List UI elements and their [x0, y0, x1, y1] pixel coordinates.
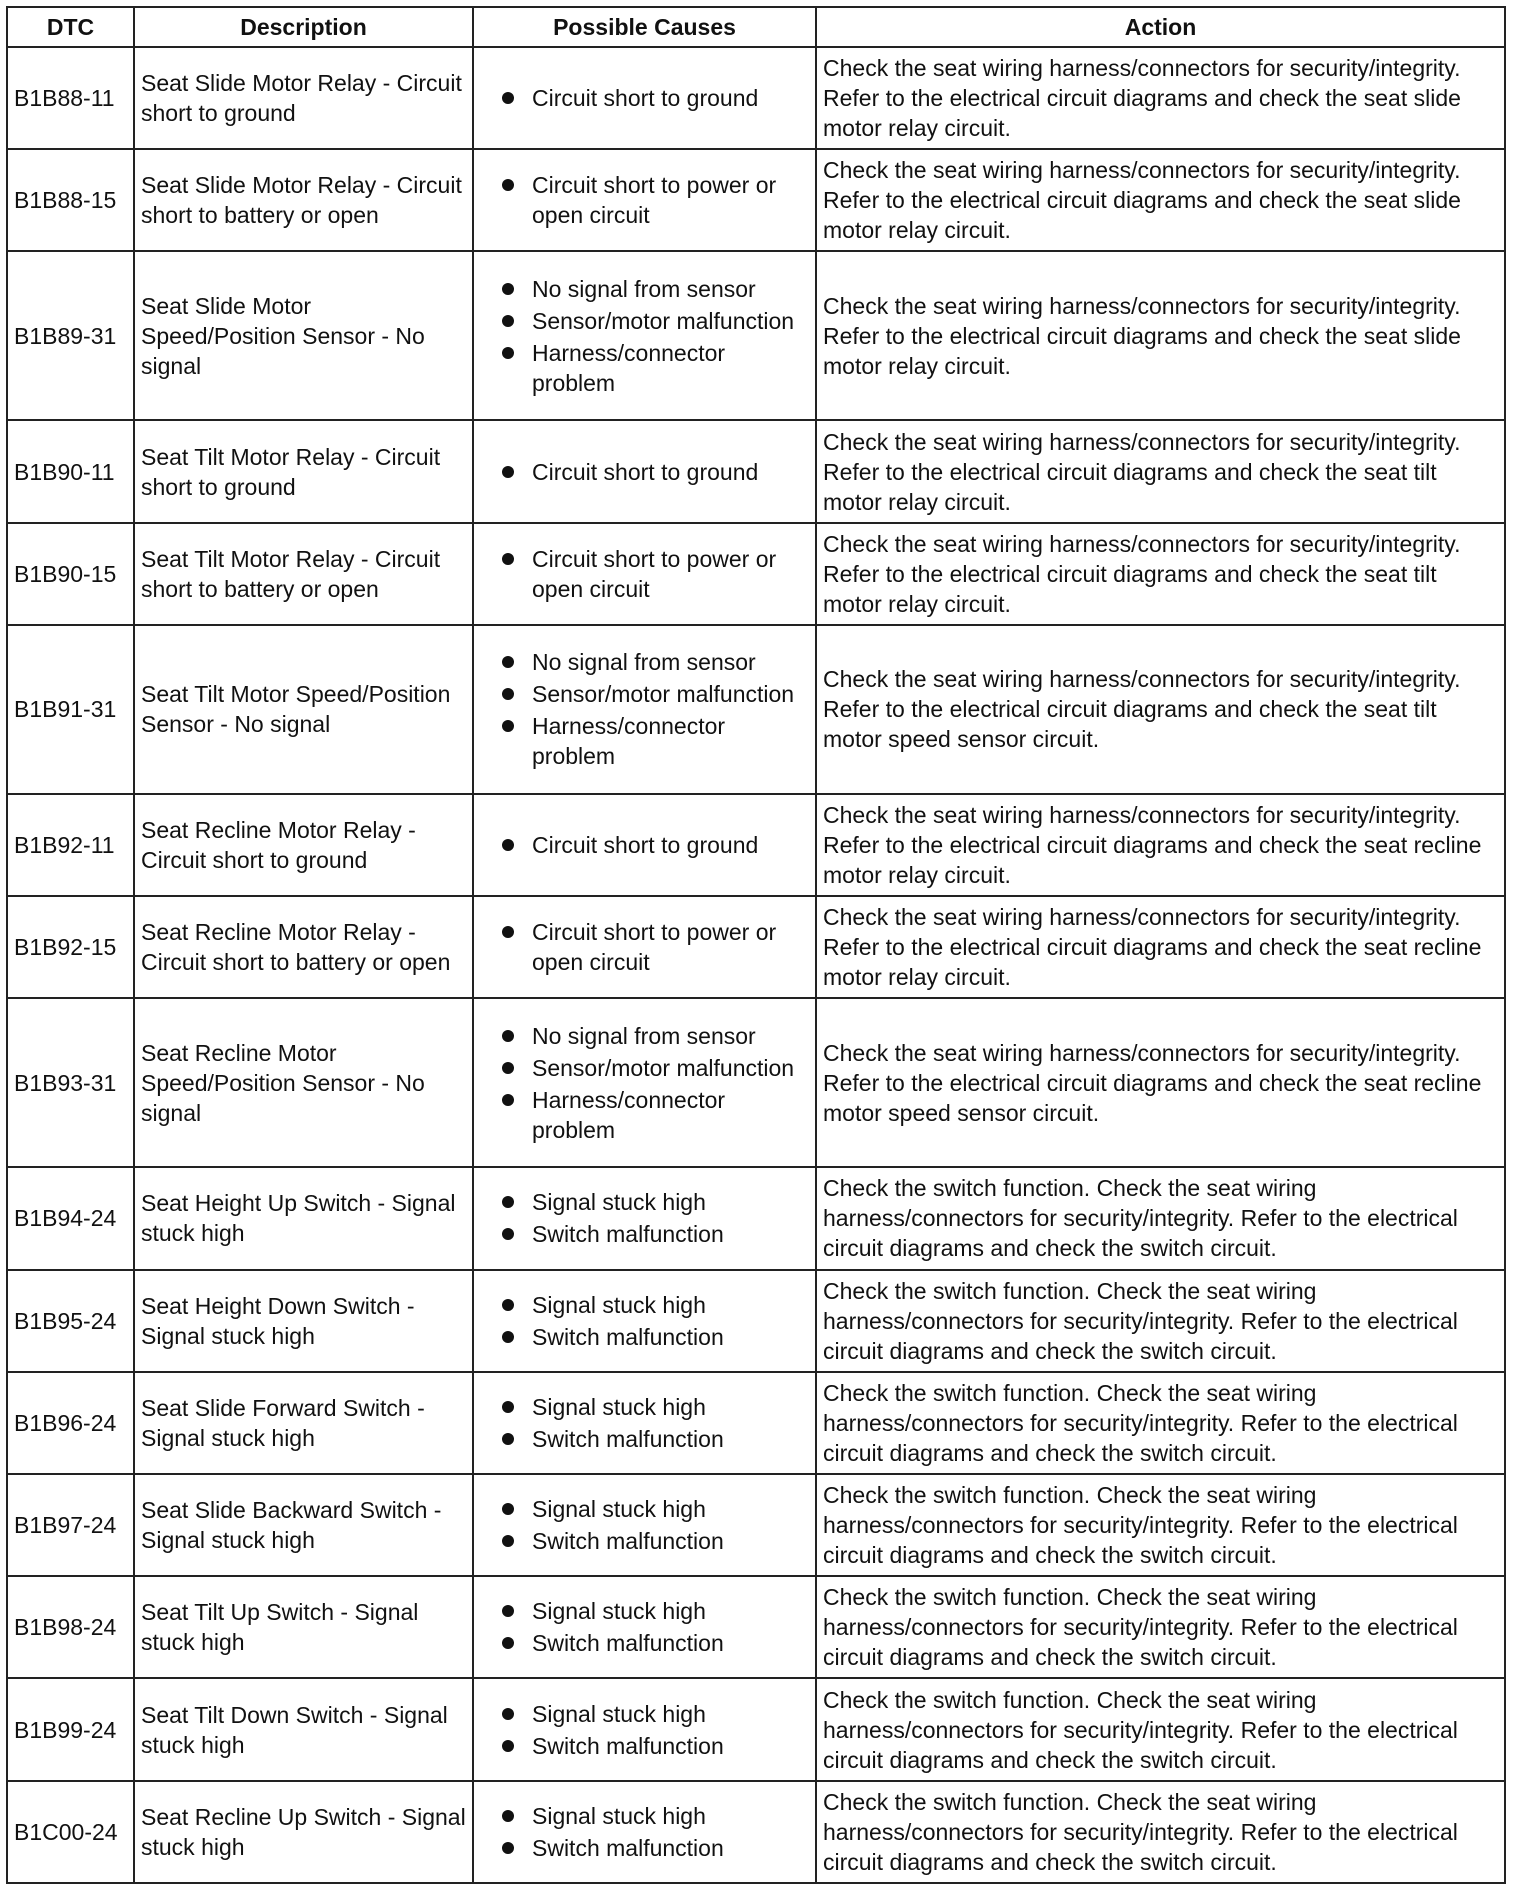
dtc-code: B1B91-31 — [7, 625, 134, 794]
possible-cause-item: Signal stuck high — [502, 1801, 811, 1831]
header-possible-causes: Possible Causes — [473, 7, 816, 47]
possible-cause-item: Signal stuck high — [502, 1494, 811, 1524]
dtc-table — [6, 6, 1506, 1884]
dtc-description: Seat Tilt Motor Speed/Position Sensor - No signal — [134, 625, 473, 794]
table-row — [7, 1474, 1505, 1576]
header-row — [7, 7, 1505, 47]
dtc-code: B1B98-24 — [7, 1576, 134, 1678]
possible-cause-item: Signal stuck high — [502, 1392, 811, 1422]
possible-causes-list — [480, 1494, 811, 1556]
dtc-code: B1B95-24 — [7, 1270, 134, 1372]
possible-causes-cell — [473, 523, 816, 625]
dtc-description: Seat Recline Motor Relay - Circuit short to battery or open — [134, 896, 473, 998]
possible-causes-list — [480, 544, 811, 604]
possible-cause-item: Harness/connector problem — [502, 1085, 811, 1145]
header-description: Description — [134, 7, 473, 47]
possible-cause-item: Signal stuck high — [502, 1290, 811, 1320]
possible-cause-item: Signal stuck high — [502, 1187, 811, 1217]
dtc-code: B1B90-15 — [7, 523, 134, 625]
dtc-description: Seat Height Up Switch - Signal stuck high — [134, 1167, 473, 1269]
table-row — [7, 523, 1505, 625]
possible-causes-list — [480, 1699, 811, 1761]
dtc-action: Check the switch function. Check the seat wiring harness/connectors for security/integrity. Refer to the electrical circuit diagrams and check the switch circuit. — [816, 1167, 1505, 1269]
possible-cause-item: Circuit short to power or open circuit — [502, 170, 811, 230]
dtc-code: B1B89-31 — [7, 251, 134, 420]
dtc-action: Check the seat wiring harness/connectors for security/integrity. Refer to the electrical circuit diagrams and check the seat slide motor relay circuit. — [816, 251, 1505, 420]
possible-cause-item: Circuit short to ground — [502, 457, 811, 487]
table-row — [7, 1678, 1505, 1780]
possible-cause-item: Switch malfunction — [502, 1628, 811, 1658]
dtc-code: B1B97-24 — [7, 1474, 134, 1576]
possible-causes-list — [480, 457, 811, 487]
possible-causes-list — [480, 1187, 811, 1249]
dtc-code: B1B88-11 — [7, 47, 134, 149]
dtc-action: Check the seat wiring harness/connectors for security/integrity. Refer to the electrical circuit diagrams and check the seat tilt motor speed sensor circuit. — [816, 625, 1505, 794]
possible-causes-list — [480, 830, 811, 860]
dtc-action: Check the seat wiring harness/connectors for security/integrity. Refer to the electrical circuit diagrams and check the seat recline motor speed sensor circuit. — [816, 998, 1505, 1167]
dtc-description: Seat Height Down Switch - Signal stuck high — [134, 1270, 473, 1372]
possible-cause-item: Circuit short to power or open circuit — [502, 917, 811, 977]
possible-cause-item: Circuit short to ground — [502, 83, 811, 113]
possible-causes-cell — [473, 47, 816, 149]
dtc-description: Seat Recline Motor Speed/Position Sensor - No signal — [134, 998, 473, 1167]
possible-cause-item: Switch malfunction — [502, 1219, 811, 1249]
dtc-action: Check the seat wiring harness/connectors for security/integrity. Refer to the electrical circuit diagrams and check the seat tilt motor relay circuit. — [816, 523, 1505, 625]
dtc-action: Check the seat wiring harness/connectors for security/integrity. Refer to the electrical circuit diagrams and check the seat slide motor relay circuit. — [816, 47, 1505, 149]
possible-causes-list — [480, 1021, 811, 1145]
dtc-action: Check the seat wiring harness/connectors for security/integrity. Refer to the electrical circuit diagrams and check the seat slide motor relay circuit. — [816, 149, 1505, 251]
table-row — [7, 794, 1505, 896]
possible-causes-list — [480, 1596, 811, 1658]
dtc-action: Check the switch function. Check the seat wiring harness/connectors for security/integrity. Refer to the electrical circuit diagrams and check the switch circuit. — [816, 1576, 1505, 1678]
possible-causes-cell — [473, 1576, 816, 1678]
dtc-action: Check the seat wiring harness/connectors for security/integrity. Refer to the electrical circuit diagrams and check the seat tilt motor relay circuit. — [816, 420, 1505, 522]
dtc-description: Seat Tilt Up Switch - Signal stuck high — [134, 1576, 473, 1678]
possible-cause-item: Signal stuck high — [502, 1699, 811, 1729]
dtc-code: B1B99-24 — [7, 1678, 134, 1780]
possible-causes-cell — [473, 998, 816, 1167]
possible-causes-cell — [473, 1678, 816, 1780]
table-header — [7, 7, 1505, 47]
possible-cause-item: No signal from sensor — [502, 274, 811, 304]
dtc-action: Check the switch function. Check the seat wiring harness/connectors for security/integrity. Refer to the electrical circuit diagrams and check the switch circuit. — [816, 1270, 1505, 1372]
dtc-description: Seat Tilt Down Switch - Signal stuck high — [134, 1678, 473, 1780]
possible-causes-cell — [473, 1270, 816, 1372]
dtc-code: B1B96-24 — [7, 1372, 134, 1474]
dtc-description: Seat Slide Backward Switch - Signal stuck high — [134, 1474, 473, 1576]
table-row — [7, 1372, 1505, 1474]
possible-causes-cell — [473, 1474, 816, 1576]
table-row — [7, 625, 1505, 794]
dtc-description: Seat Tilt Motor Relay - Circuit short to ground — [134, 420, 473, 522]
table-row — [7, 1576, 1505, 1678]
possible-causes-list — [480, 1801, 811, 1863]
dtc-code: B1B92-15 — [7, 896, 134, 998]
dtc-code: B1B94-24 — [7, 1167, 134, 1269]
possible-cause-item: Switch malfunction — [502, 1322, 811, 1352]
possible-causes-cell — [473, 794, 816, 896]
possible-causes-list — [480, 647, 811, 771]
possible-causes-list — [480, 83, 811, 113]
possible-cause-item: No signal from sensor — [502, 1021, 811, 1051]
dtc-code: B1B88-15 — [7, 149, 134, 251]
dtc-action: Check the switch function. Check the seat wiring harness/connectors for security/integrity. Refer to the electrical circuit diagrams and check the switch circuit. — [816, 1372, 1505, 1474]
dtc-action: Check the switch function. Check the seat wiring harness/connectors for security/integrity. Refer to the electrical circuit diagrams and check the switch circuit. — [816, 1678, 1505, 1780]
possible-cause-item: Circuit short to ground — [502, 830, 811, 860]
dtc-description: Seat Tilt Motor Relay - Circuit short to battery or open — [134, 523, 473, 625]
possible-causes-list — [480, 170, 811, 230]
dtc-code: B1B93-31 — [7, 998, 134, 1167]
dtc-description: Seat Slide Forward Switch - Signal stuck high — [134, 1372, 473, 1474]
table-row — [7, 1270, 1505, 1372]
possible-cause-item: Harness/connector problem — [502, 338, 811, 398]
dtc-action: Check the switch function. Check the seat wiring harness/connectors for security/integrity. Refer to the electrical circuit diagrams and check the switch circuit. — [816, 1781, 1505, 1883]
dtc-description: Seat Recline Motor Relay - Circuit short to ground — [134, 794, 473, 896]
dtc-action: Check the seat wiring harness/connectors for security/integrity. Refer to the electrical circuit diagrams and check the seat recline motor relay circuit. — [816, 896, 1505, 998]
possible-cause-item: Signal stuck high — [502, 1596, 811, 1626]
possible-causes-cell — [473, 1781, 816, 1883]
possible-cause-item: Switch malfunction — [502, 1833, 811, 1863]
dtc-description: Seat Recline Up Switch - Signal stuck high — [134, 1781, 473, 1883]
possible-cause-item: No signal from sensor — [502, 647, 811, 677]
table-row — [7, 1781, 1505, 1883]
possible-causes-cell — [473, 896, 816, 998]
possible-causes-cell — [473, 149, 816, 251]
dtc-description: Seat Slide Motor Relay - Circuit short to ground — [134, 47, 473, 149]
dtc-code: B1B90-11 — [7, 420, 134, 522]
possible-cause-item: Sensor/motor malfunction — [502, 306, 811, 336]
possible-cause-item: Sensor/motor malfunction — [502, 1053, 811, 1083]
header-action: Action — [816, 7, 1505, 47]
table-body — [7, 47, 1505, 1883]
table-row — [7, 420, 1505, 522]
table-row — [7, 896, 1505, 998]
possible-cause-item: Harness/connector problem — [502, 711, 811, 771]
dtc-description: Seat Slide Motor Relay - Circuit short to battery or open — [134, 149, 473, 251]
dtc-description: Seat Slide Motor Speed/Position Sensor - No signal — [134, 251, 473, 420]
possible-cause-item: Switch malfunction — [502, 1526, 811, 1556]
possible-causes-cell — [473, 625, 816, 794]
header-dtc: DTC — [7, 7, 134, 47]
table-row — [7, 149, 1505, 251]
dtc-code: B1C00-24 — [7, 1781, 134, 1883]
possible-cause-item: Switch malfunction — [502, 1731, 811, 1761]
table-row — [7, 47, 1505, 149]
dtc-action: Check the switch function. Check the seat wiring harness/connectors for security/integrity. Refer to the electrical circuit diagrams and check the switch circuit. — [816, 1474, 1505, 1576]
possible-causes-list — [480, 1392, 811, 1454]
table-row — [7, 998, 1505, 1167]
possible-causes-cell — [473, 251, 816, 420]
dtc-code: B1B92-11 — [7, 794, 134, 896]
table-row — [7, 251, 1505, 420]
possible-causes-list — [480, 274, 811, 398]
possible-causes-cell — [473, 1167, 816, 1269]
dtc-action: Check the seat wiring harness/connectors for security/integrity. Refer to the electrical circuit diagrams and check the seat recline motor relay circuit. — [816, 794, 1505, 896]
possible-cause-item: Sensor/motor malfunction — [502, 679, 811, 709]
possible-causes-cell — [473, 420, 816, 522]
possible-cause-item: Circuit short to power or open circuit — [502, 544, 811, 604]
table-row — [7, 1167, 1505, 1269]
possible-causes-cell — [473, 1372, 816, 1474]
possible-causes-list — [480, 1290, 811, 1352]
possible-causes-list — [480, 917, 811, 977]
possible-cause-item: Switch malfunction — [502, 1424, 811, 1454]
